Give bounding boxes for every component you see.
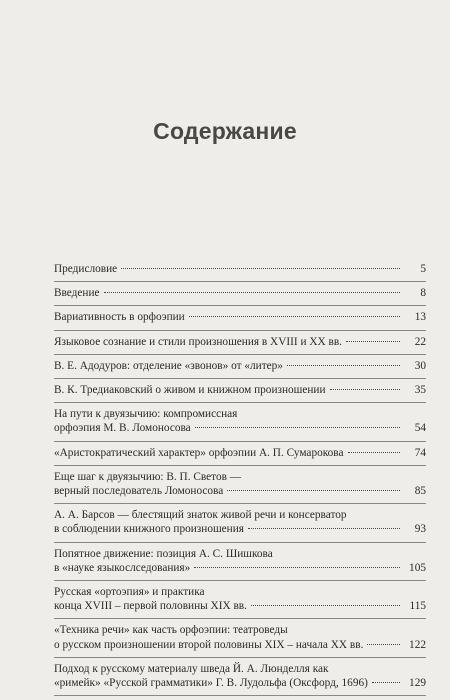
toc-entry	[54, 335, 426, 355]
toc-entry	[54, 446, 426, 466]
dot-leader	[248, 528, 400, 529]
toc-entry-title-line: Подход к русскому материалу шведа Й. А. Люнделля как	[54, 662, 329, 675]
dot-leader	[195, 427, 400, 428]
toc-entry	[54, 262, 426, 282]
toc-entry-title-line: Русская «ортоэпия» и практика	[54, 586, 205, 599]
toc-page-number: 74	[414, 446, 426, 459]
dot-leader	[189, 316, 400, 317]
dot-leader	[346, 341, 400, 342]
dot-leader	[251, 605, 400, 606]
toc-entry-title-line: Введение	[54, 287, 100, 300]
toc-entry	[54, 662, 426, 696]
toc-entry-title-line: Еще шаг к двуязычию: В. П. Светов —	[54, 470, 242, 483]
toc-entry	[54, 407, 426, 441]
toc-entry	[54, 623, 426, 657]
dot-leader	[287, 365, 400, 366]
dot-leader	[104, 292, 400, 293]
toc-entry-title-line: В. К. Тредиаковский о живом и книжном произношении	[54, 384, 326, 397]
toc-entry-title-line: орфоэпия М. В. Ломоносова	[54, 422, 191, 435]
toc-entry-title-line: Языковое сознание и стили произношения в XVIII и XX вв.	[54, 335, 342, 348]
toc-entry-title-line: На пути к двуязычию: компромиссная	[54, 408, 238, 421]
toc-entry	[54, 547, 426, 581]
table-of-contents	[54, 262, 426, 700]
toc-page-number: 54	[414, 422, 426, 435]
toc-page-number: 122	[409, 638, 426, 651]
toc-entry	[54, 585, 426, 619]
toc-page-number: 105	[409, 561, 426, 574]
toc-entry	[54, 508, 426, 542]
dot-leader	[227, 490, 400, 491]
toc-entry-title-line: «римейк» «Русской грамматики» Г. В. Лудольфа (Оксфорд, 1696)	[54, 677, 368, 690]
toc-entry-title-line: конца XVIII – первой половины XIX вв.	[54, 600, 247, 613]
toc-page-number: 85	[414, 485, 426, 498]
toc-entry-title-line: в «науке языкослседования»	[54, 561, 191, 574]
dot-leader	[372, 682, 400, 683]
dot-leader	[330, 389, 401, 390]
toc-entry	[54, 286, 426, 306]
toc-page-number: 93	[414, 523, 426, 536]
toc-page-number: 5	[420, 263, 426, 275]
toc-entry	[54, 359, 426, 379]
toc-entry-title-line: Попятное движение: позиция А. С. Шишкова	[54, 547, 273, 560]
toc-page-number: 115	[409, 600, 426, 613]
toc-entry	[54, 310, 426, 330]
toc-entry-title-line: в соблюдении книжного произношения	[54, 523, 244, 536]
toc-page-number: 129	[409, 677, 426, 690]
toc-page-number: 30	[414, 359, 426, 372]
toc-entry-title-line: «Аристократический характер» орфоэпии А. П. Сумарокова	[54, 446, 344, 459]
toc-entry-title-line: о русском произношении второй половины XIX – начала XX вв.	[54, 638, 364, 651]
toc-entry-title-line: «Техника речи» как часть орфоэпии: театроведы	[54, 624, 288, 637]
page-title: Содержание	[153, 118, 297, 144]
dot-leader	[194, 567, 400, 568]
toc-page-number: 35	[414, 384, 426, 397]
toc-entry-title-line: Предисловие	[54, 263, 118, 275]
toc-entry-title-line: верный последователь Ломоносова	[54, 485, 224, 498]
toc-entry-title-line: Вариативность в орфоэпии	[54, 311, 185, 324]
dot-leader	[367, 644, 400, 645]
dot-leader	[121, 268, 400, 269]
toc-entry-title-line: В. Е. Адодуров: отделение «звонов» от «литер»	[54, 359, 283, 372]
dot-leader	[348, 452, 401, 453]
toc-entry	[54, 470, 426, 504]
toc-page-number: 22	[414, 335, 426, 348]
toc-page-number: 8	[420, 287, 426, 300]
toc-entry	[54, 383, 426, 403]
toc-page-number: 13	[414, 311, 426, 324]
toc-entry-title-line: А. А. Барсов — блестящий знаток живой речи и консерватор	[54, 509, 347, 522]
